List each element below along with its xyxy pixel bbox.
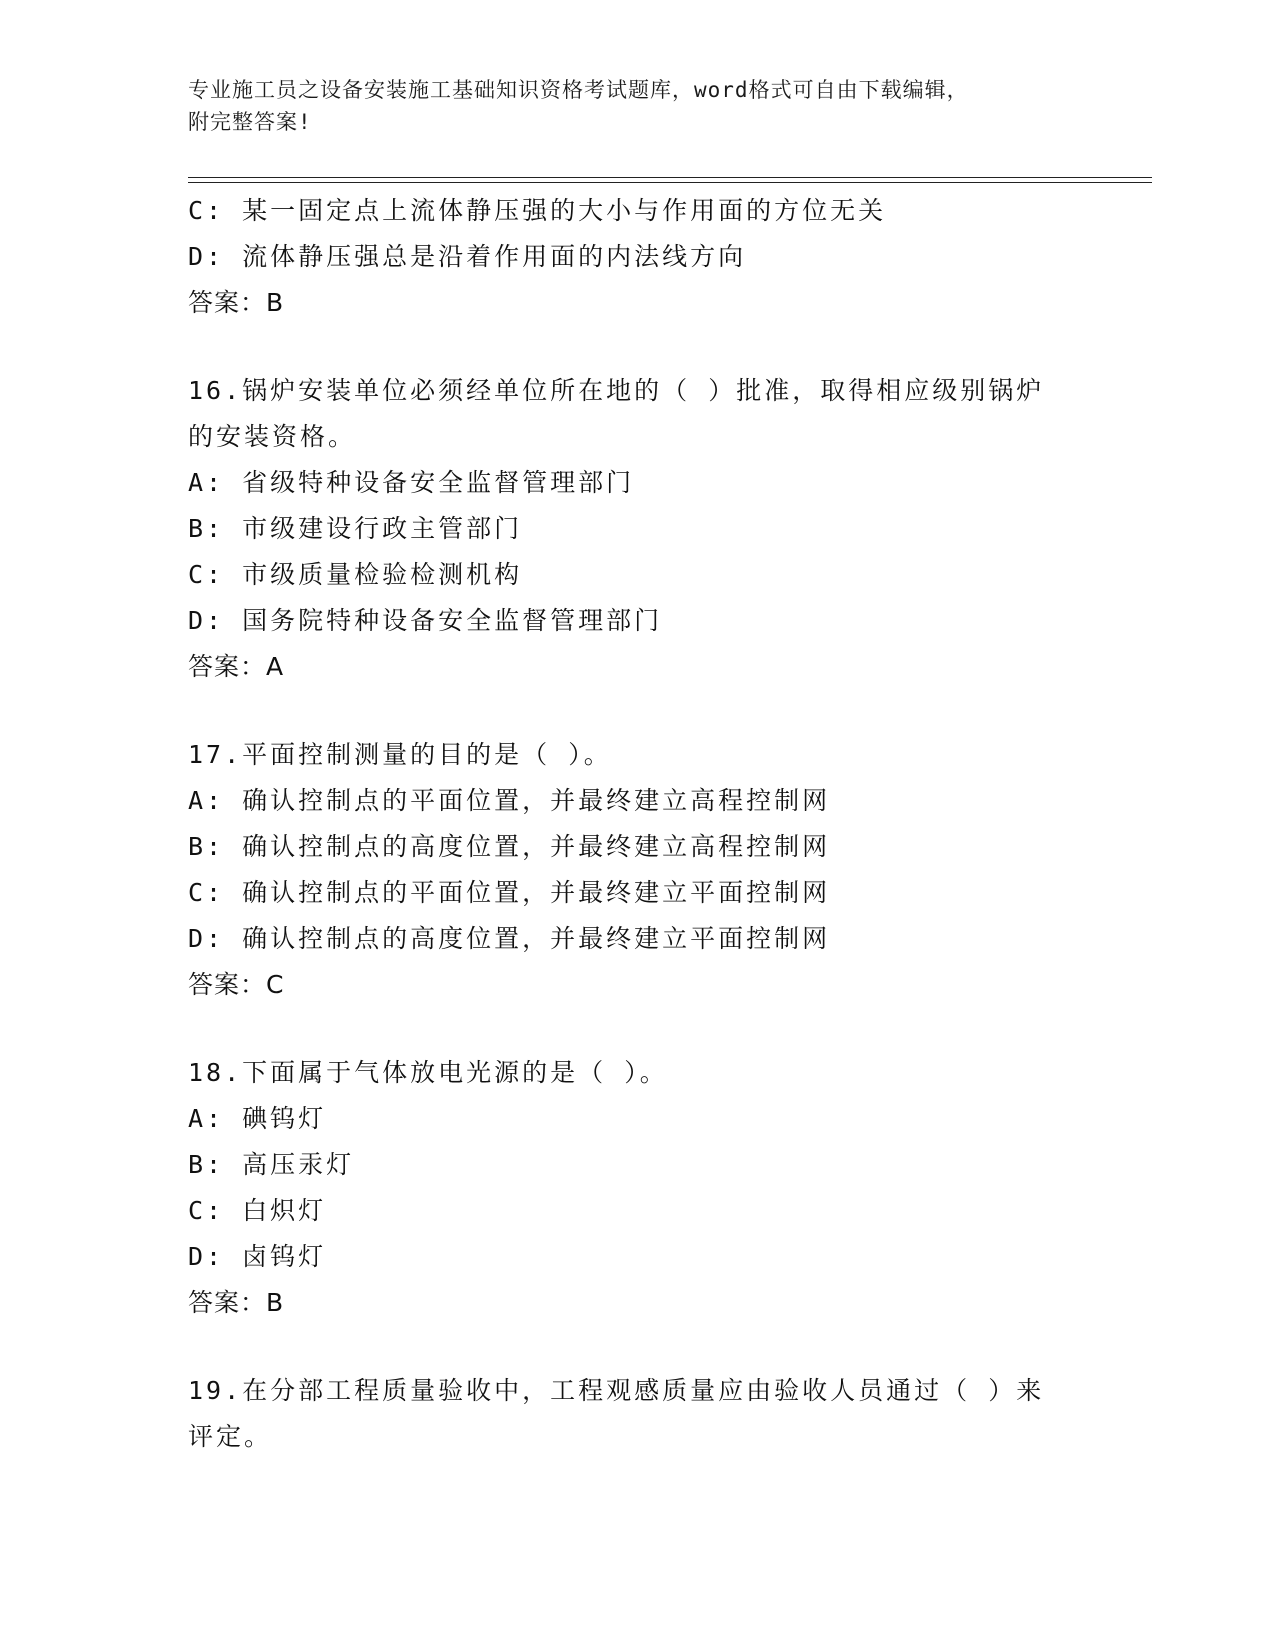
option-a: A: 省级特种设备安全监督管理部门 [188,468,635,497]
answer-line: 答案：C [188,970,285,999]
stem-line: 评定。 [188,1422,273,1451]
answer-line: 答案：B [188,288,285,317]
question-17 [188,732,1088,1008]
option-c: C: 确认控制点的平面位置，并最终建立平面控制网 [188,878,831,907]
answer-line: 答案：A [188,652,285,681]
header-line-2: 附完整答案! [188,110,312,134]
header-divider-bottom [188,182,1152,183]
spacer [188,326,1088,368]
question-stem [188,732,1068,778]
question-16 [188,368,1088,690]
page-header [188,74,1068,138]
option-c: C: 某一固定点上流体静压强的大小与作用面的方位无关 [188,196,887,225]
question-19 [188,1368,1088,1460]
spacer [188,690,1088,732]
header-line-1: 专业施工员之设备安装施工基础知识资格考试题库，word格式可自由下载编辑， [188,78,969,102]
option-b: B: 高压汞灯 [188,1150,355,1179]
stem-line: 19.在分部工程质量验收中，工程观感质量应由验收人员通过（ ）来 [188,1376,1045,1405]
option-a: A: 碘钨灯 [188,1104,327,1133]
option-b: B: 确认控制点的高度位置，并最终建立高程控制网 [188,832,831,861]
question-stem [188,368,1068,460]
question-stem [188,1050,1068,1096]
stem-line: 18.下面属于气体放电光源的是（ ）。 [188,1058,668,1087]
option-d: D: 卤钨灯 [188,1242,327,1271]
spacer [188,1326,1088,1368]
option-a: A: 确认控制点的平面位置，并最终建立高程控制网 [188,786,831,815]
question-18 [188,1050,1088,1326]
option-d: D: 国务院特种设备安全监督管理部门 [188,606,663,635]
answer-line: 答案：B [188,1288,285,1317]
stem-line: 的安装资格。 [188,422,357,451]
option-c: C: 市级质量检验检测机构 [188,560,523,589]
question-stem [188,1368,1068,1460]
stem-line: 17.平面控制测量的目的是（ ）。 [188,740,612,769]
spacer [188,1008,1088,1050]
option-d: D: 流体静压强总是沿着作用面的内法线方向 [188,242,747,271]
option-c: C: 白炽灯 [188,1196,327,1225]
carry-over-block [188,188,1088,326]
option-d: D: 确认控制点的高度位置，并最终建立平面控制网 [188,924,831,953]
option-b: B: 市级建设行政主管部门 [188,514,523,543]
stem-line: 16.锅炉安装单位必须经单位所在地的（ ）批准，取得相应级别锅炉 [188,376,1045,405]
question-content [188,188,1088,1460]
header-divider-top [188,177,1152,178]
